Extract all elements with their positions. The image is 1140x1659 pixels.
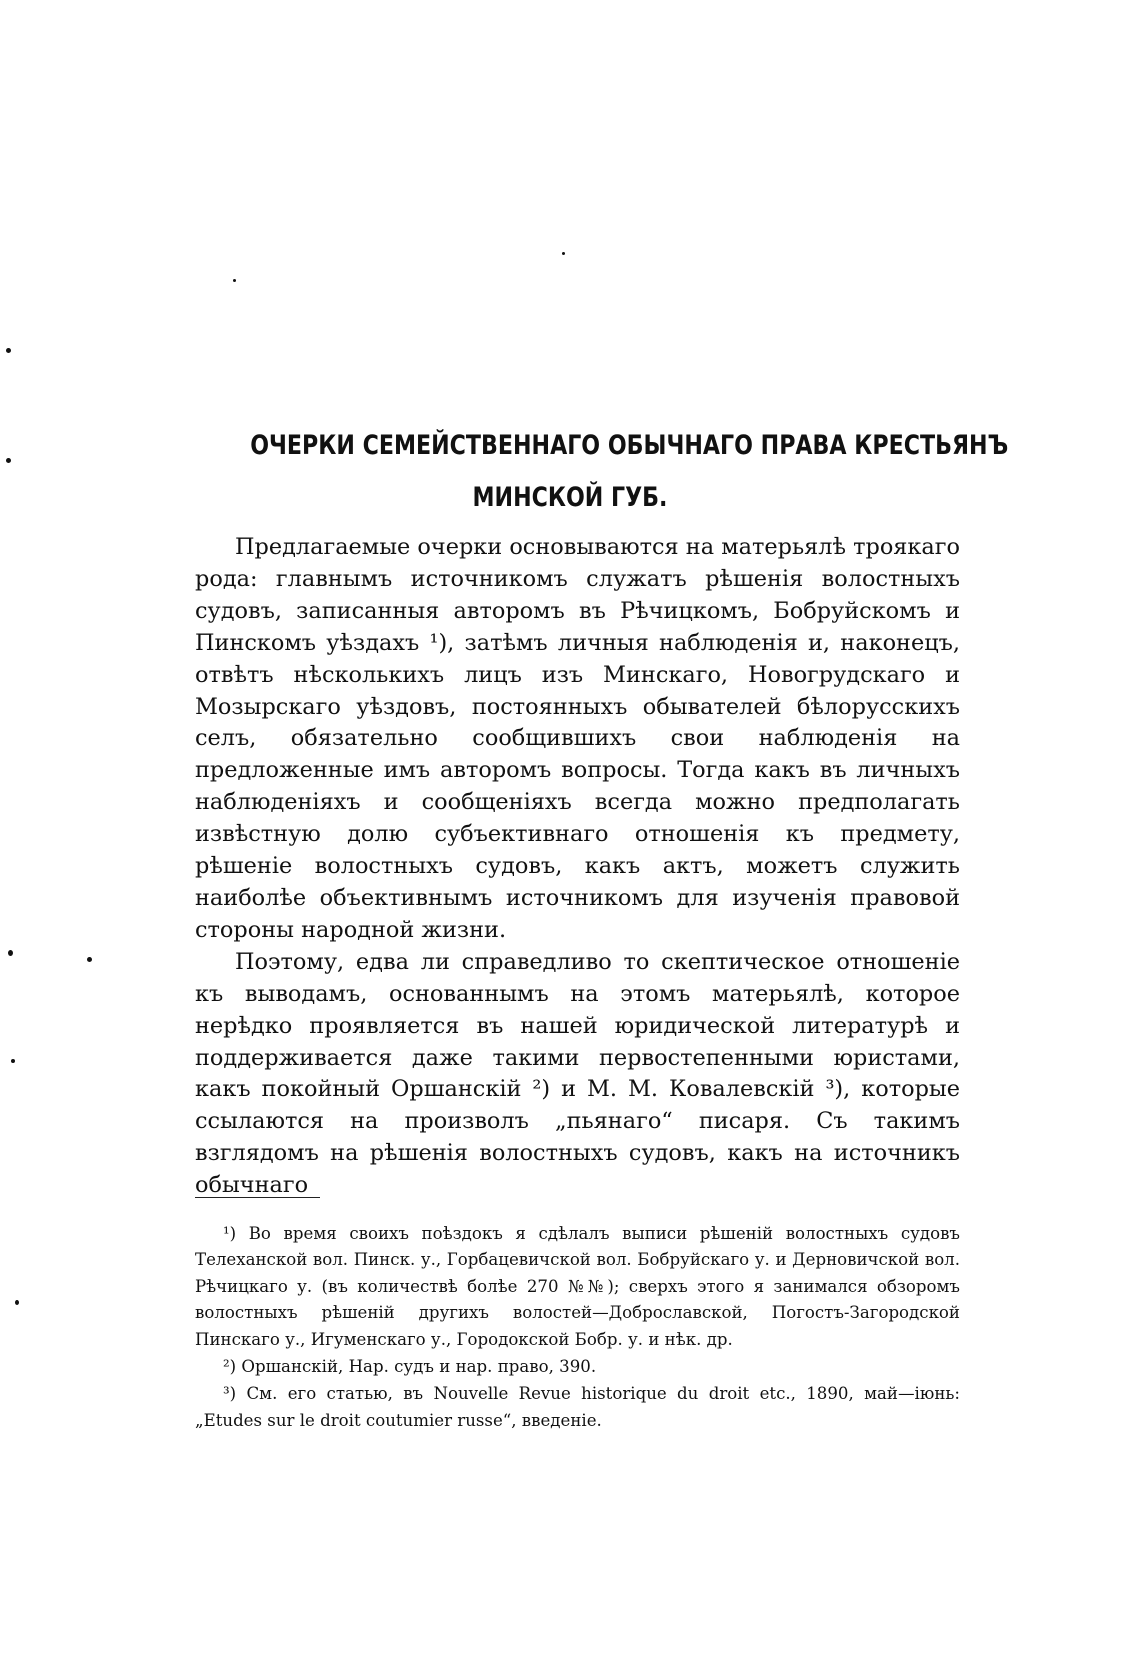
- scan-speck: [233, 279, 236, 282]
- page-title: [250, 420, 1009, 524]
- scan-speck: [6, 348, 11, 353]
- title-line-2: МИНСКОЙ ГУБ.: [472, 482, 668, 513]
- footnote-3: ³) См. его статью, въ Nouvelle Revue historique du droit etc., 1890, май—іюнь: „Etudes sur le droit coutumier russe“, введеніе.: [195, 1384, 960, 1430]
- scan-speck: [8, 950, 13, 956]
- scan-speck: [87, 957, 92, 962]
- paragraph-2: Поэтому, едва ли справедливо то скептическое отношеніе къ выводамъ, основаннымъ на этомъ матерьялѣ, которое нерѣдко проявляется въ нашей юридической литературѣ и поддерживается даже такими первостепенными юристами, какъ покойный Оршанскій ²) и М. М. Ковалевскій ³), которые ссылаются на произволъ „пьянаго“ писаря. Съ такимъ взглядомъ на рѣшенія волостныхъ судовъ, какъ на источникъ обычнаго: [195, 948, 960, 1199]
- footnotes: [195, 1221, 960, 1434]
- scan-speck: [6, 458, 11, 463]
- body-text: [195, 532, 960, 1202]
- footnote-1: ¹) Во время своихъ поѣздокъ я сдѣлалъ выписи рѣшеній волостныхъ судовъ Телеханской вол. Пинск. у., Горбацевичской вол. Бобруйскаго у. и Дерновичской вол. Рѣчицкаго у. (въ количествѣ болѣе 270 №№); сверхъ этого я занимался обзоромъ волостныхъ рѣшеній другихъ волостей—Доброславской, Погостъ-Загородской Пинскаго у., Игуменскаго у., Городокской Бобр. у. и нѣк. др.: [195, 1224, 960, 1349]
- title-line-1: ОЧЕРКИ СЕМЕЙСТВЕННАГО ОБЫЧНАГО ПРАВА КРЕСТЬЯНЪ: [250, 430, 1009, 461]
- paragraph-1: Предлагаемые очерки основываются на матерьялѣ троякаго рода: главнымъ источникомъ служатъ рѣшенія волостныхъ судовъ, записанныя авторомъ въ Рѣчицкомъ, Бобруйскомъ и Пинскомъ уѣздахъ ¹), затѣмъ личныя наблюденія и, наконецъ, отвѣтъ нѣсколькихъ лицъ изъ Минскаго, Новогрудскаго и Мозырскаго уѣздовъ, постоянныхъ обывателей бѣлорусскихъ селъ, обязательно сообщившихъ свои наблюденія на предложенные имъ авторомъ вопросы. Тогда какъ въ личныхъ наблюденіяхъ и сообщеніяхъ всегда можно предполагать извѣстную долю субъективнаго отношенія къ предмету, рѣшеніе волостныхъ судовъ, какъ актъ, можетъ служить наиболѣе объективнымъ источникомъ для изученія правовой стороны народной жизни.: [195, 534, 960, 943]
- footnote-2: ²) Оршанскій, Нар. судъ и нар. право, 390.: [223, 1357, 597, 1377]
- scan-speck: [562, 252, 565, 255]
- scan-speck: [15, 1300, 19, 1305]
- scan-speck: [11, 1059, 15, 1063]
- footnote-separator: [195, 1197, 320, 1198]
